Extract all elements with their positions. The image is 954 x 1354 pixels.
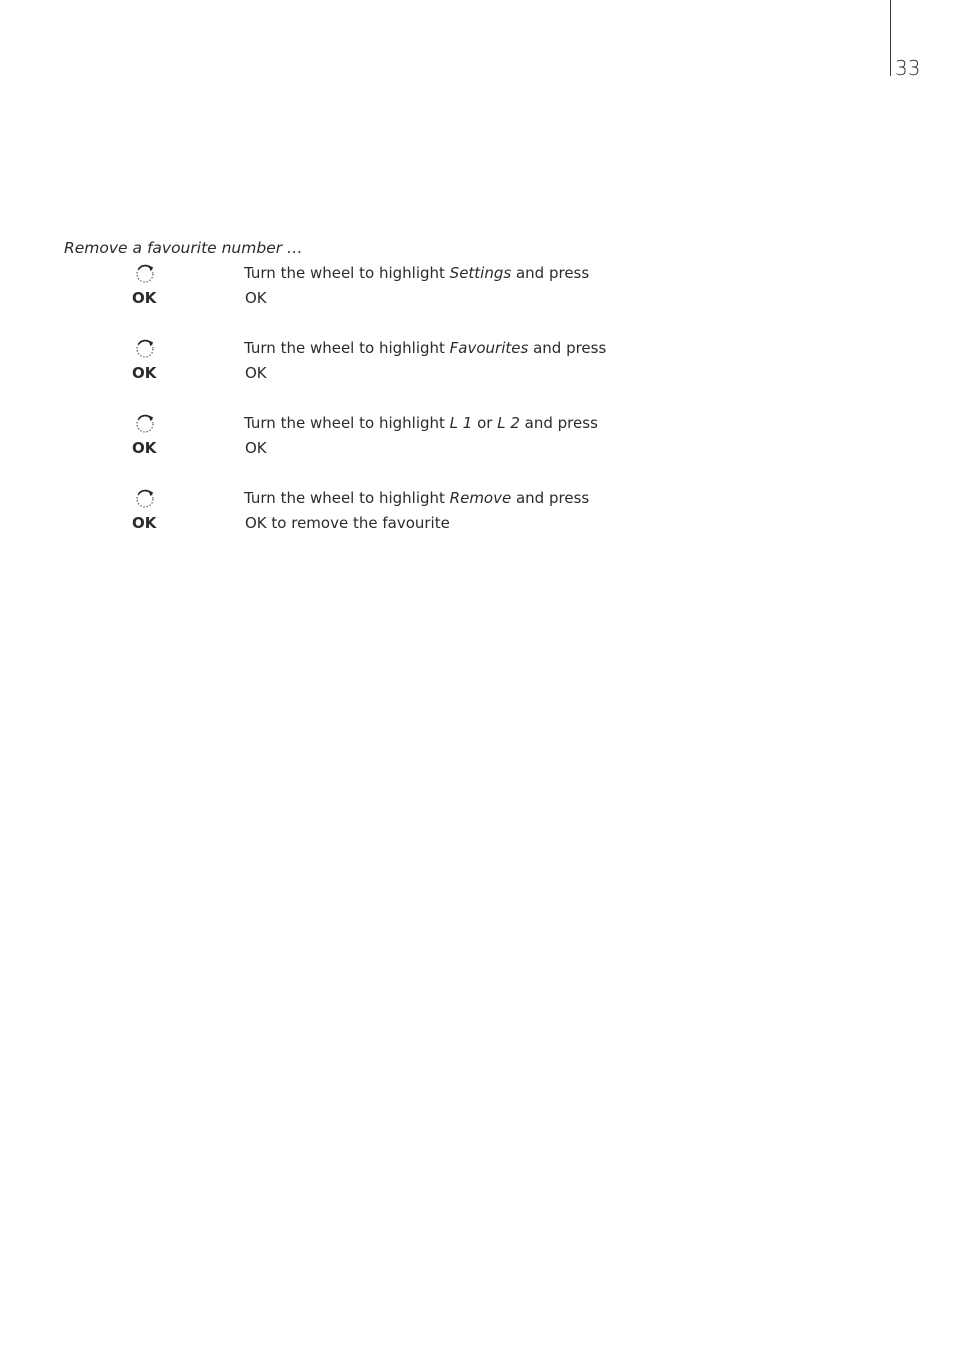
menu-item-name: L 1	[449, 414, 473, 432]
step-instruction	[244, 262, 589, 284]
step-press-text: OK	[245, 439, 267, 457]
step-text: Turn the wheel to highlight	[244, 264, 450, 282]
step-text: and press	[528, 339, 607, 357]
page-margin-rule	[890, 0, 891, 76]
instruction-step	[0, 487, 954, 562]
instruction-step	[0, 337, 954, 412]
page-number: 33	[895, 56, 921, 80]
step-text: or	[472, 414, 498, 432]
wheel-icon	[134, 413, 156, 435]
step-press-text: OK	[245, 364, 267, 382]
step-text: Turn the wheel to highlight	[244, 489, 450, 507]
menu-item-name: Settings	[449, 264, 512, 282]
step-press-text: OK to remove the favourite	[245, 514, 450, 532]
instruction-step	[0, 412, 954, 487]
ok-key-label: OK	[132, 514, 157, 532]
wheel-icon	[134, 263, 156, 285]
step-instruction	[244, 487, 589, 509]
menu-item-name: Remove	[449, 489, 512, 507]
instruction-steps	[0, 262, 954, 562]
ok-key-label: OK	[132, 439, 157, 457]
step-text: and press	[519, 414, 598, 432]
menu-item-name: Favourites	[449, 339, 529, 357]
menu-item-name: L 2	[497, 414, 520, 432]
step-text: and press	[511, 264, 590, 282]
step-text: Turn the wheel to highlight	[244, 414, 450, 432]
ok-key-label: OK	[132, 289, 157, 307]
step-text: Turn the wheel to highlight	[244, 339, 450, 357]
step-instruction	[244, 337, 606, 359]
instruction-step	[0, 262, 954, 337]
step-instruction	[244, 412, 598, 434]
step-press-text: OK	[245, 289, 267, 307]
section-title: Remove a favourite number …	[64, 239, 303, 257]
ok-key-label: OK	[132, 364, 157, 382]
step-text: and press	[511, 489, 590, 507]
wheel-icon	[134, 488, 156, 510]
wheel-icon	[134, 338, 156, 360]
